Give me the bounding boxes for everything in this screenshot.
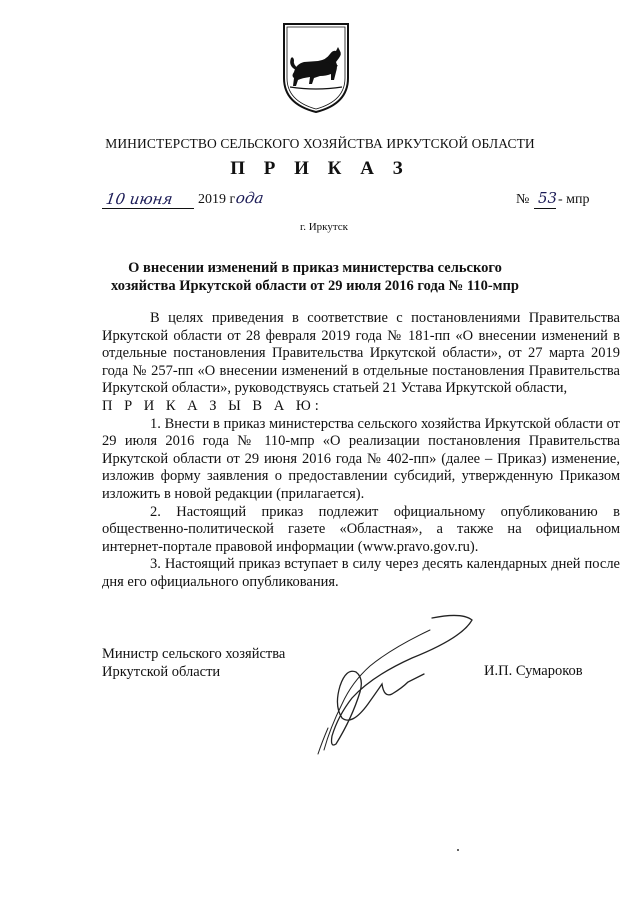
scan-dot xyxy=(457,849,459,851)
signer-title xyxy=(102,646,342,681)
document-heading: О внесении изменений в приказ министерства сельского хозяйства Иркутской области от 29 июля 2016 года № 110-мпр xyxy=(111,260,519,294)
number-sign: № xyxy=(516,192,530,207)
document-type-title: П Р И К А З xyxy=(230,158,410,179)
number-underline xyxy=(534,208,556,209)
city-line: г. Иркутск xyxy=(299,221,349,233)
item-1-paragraph: 1. Внести в приказ министерства сельского хозяйства Иркутской области от 29 июля 2016 года № 110-мпр «О реализации постановления Правительства Иркутской области от 29 июня 2016 года № 402-пп» (далее – Приказ) изменение, изложив форму заявления о предоставлении субсидий, утвержденную Приказом изложить в новой редакции (прилагается). xyxy=(102,415,620,502)
signer-title-line-1: Министр сельского хозяйства xyxy=(102,646,286,662)
printed-year: 2019 г xyxy=(198,192,236,207)
item-2-paragraph: 2. Настоящий приказ подлежит официальному опубликованию в общественно-политической газете «Областная», а также на официальном интернет-портале правовой информации (www.pravo.gov.ru). xyxy=(102,503,620,555)
document-body xyxy=(102,310,620,592)
handwritten-number: 53 xyxy=(538,189,558,207)
order-word: П Р И К А З Ы В А Ю: xyxy=(102,397,323,414)
ministry-name: МИНИСТЕРСТВО СЕЛЬСКОГО ХОЗЯЙСТВА ИРКУТСКОЙ ОБЛАСТИ xyxy=(105,136,535,151)
signer-name: И.П. Сумароков xyxy=(484,663,583,679)
item-3-paragraph: 3. Настоящий приказ вступает в силу через десять календарных дней после дня его официального опубликования. xyxy=(102,556,620,590)
handwritten-year-word: ода xyxy=(234,189,265,207)
date-underline xyxy=(102,208,194,209)
handwritten-signature xyxy=(312,608,482,758)
coat-of-arms-emblem xyxy=(278,20,354,116)
intro-paragraph: В целях приведения в соответствие с постановлениями Правительства Иркутской области от 28 февраля 2019 года № 181-пп «О внесении изменений в отдельные постановления Правительства Иркутской области», от 27 марта 2019 года № 257-пп «О внесении изменений в отдельные постановления Правительства Иркутской области», руководствуясь статьей 21 Устава Иркутской области, xyxy=(102,310,620,397)
order-number xyxy=(504,189,614,214)
number-suffix: - мпр xyxy=(558,192,590,207)
signer-title-line-2: Иркутской области xyxy=(102,663,221,680)
handwritten-date: 10 июня xyxy=(104,190,174,208)
order-date xyxy=(102,189,332,215)
